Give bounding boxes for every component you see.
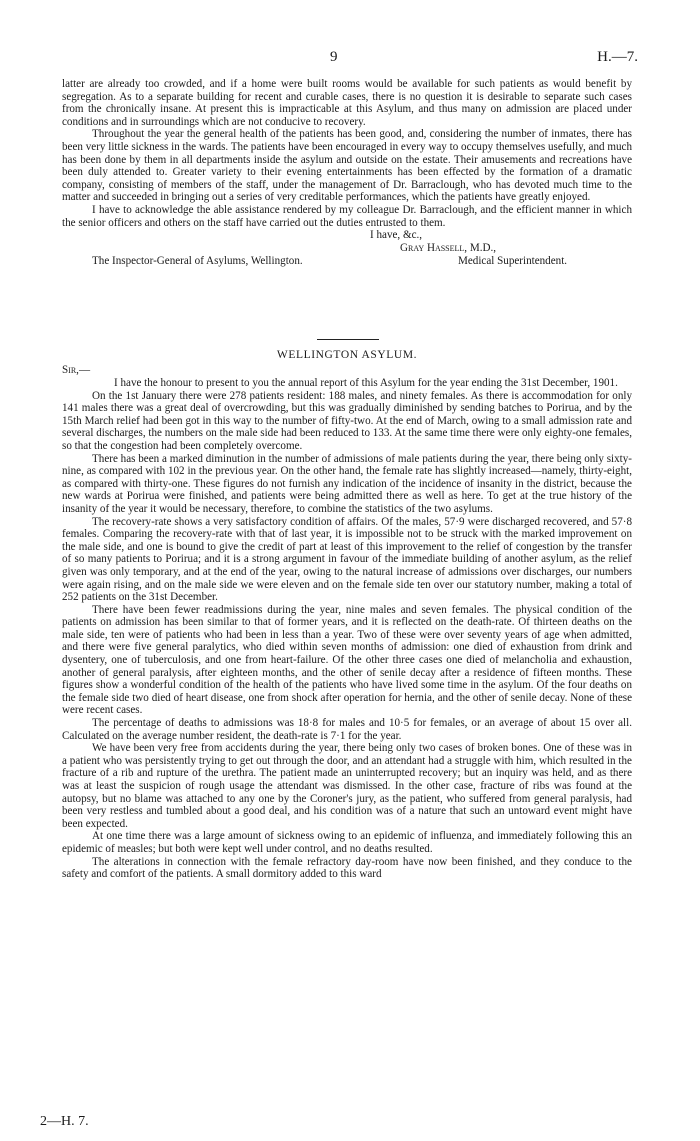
signature-mark: 2—H. 7. — [40, 1114, 89, 1129]
paragraph-general-health: Throughout the year the general health of the patients has been good, and, considering the number of inmates, there has been very little sickness in the wards. The patients have been encouraged in every way to occupy themselves usefully, and much has been done by them in all departments inside the asylum and outside on the estate. Their amusements and recreations have been duly attended to. Greater variety to their evening entertainments has been effected by the formation of a dramatic company, consisting of members of the staff, under the management of Dr. Barraclough, who has devoted much time to the matter and succeeded in bringing out a series of very creditable performances, which the patients have greatly enjoyed. — [62, 128, 632, 204]
addressee: The Inspector-General of Asylums, Wellington. — [92, 255, 303, 268]
report-body — [62, 377, 632, 881]
report-paragraph-1: I have the honour to present to you the annual report of this Asylum for the year ending the 31st December, 1901. — [114, 377, 618, 389]
report-paragraph-9: The alterations in connection with the female refractory day-room have now been finished, and they conduce to the safety and comfort of the patients. A small dormitory added to this ward — [62, 855, 632, 881]
signatory-title: Medical Superintendent. — [458, 255, 568, 268]
report-paragraph-3: There has been a marked diminution in the number of admissions of male patients during the year, there being only sixty-nine, as compared with 102 in the previous year. On the other hand, the female rate has slightly increased—namely, thirty-eight, as compared with thirty-one. These figures do not furnish any indication of the incidence of insanity in the district, because the new wards at Porirua were finished, and patients were being admitted there as well as here. To get at the true history of the insanity of the year it would be necessary, therefore, to combine the statistics of the two asylums. — [62, 452, 632, 515]
closing-line — [62, 229, 632, 242]
addressee-line — [62, 254, 632, 268]
report-paragraph-8: At one time there was a large amount of sickness owing to an epidemic of influenza, and immediately following this an epidemic of measles; but both were kept well under control, and no deaths resulted. — [62, 830, 632, 855]
report-title: WELLINGTON ASYLUM. — [276, 349, 418, 361]
paragraph-acknowledgement: I have to acknowledge the able assistance rendered by my colleague Dr. Barraclough, and the efficient manner in which the senior officers and others on the staff have carried out the duties entrusted to them. — [62, 203, 632, 229]
signatory-line — [62, 242, 632, 255]
document-reference: H.—7. — [597, 49, 638, 65]
closing-text: I have, &c., — [370, 229, 423, 242]
report-paragraph-6: The percentage of deaths to admissions was 18·8 for males and 10·5 for females, or an average of about 15 over all. Calculated on the average number resident, the death-rate is 7·1 for the year. — [62, 717, 632, 742]
continued-paragraph: latter are already too crowded, and if a home were built rooms would be available for such patients as would benefit by segregation. As to a separate building for recent and curable cases, there is no question it is desirable to separate such cases from the chronically insane. At present this is impracticable at this Asylum, and thus many on admission are placed under conditions and in surroundings which are not conducive to recovery. — [62, 78, 632, 128]
report-paragraph-5: There have been fewer readmissions during the year, nine males and seven females. The physical condition of the patients on admission has been similar to that of former years, and it is reflected on the death-rate. Of thirteen deaths on the male side, ten were of patients who had been in less than a year. Two of these were over seventy years of age when admitted, and there were five general paralytics, who died within seven months of admission: one died of exhaustion from drink and dysentery, one of tuberculosis, and one from heart-failure. Of the other three cases one died of melancholia and exhaustion, another of general paralysis, after eighteen months, and the other of senile decay after a residence of fifteen months. These figures show a wonderful condition of the health of the patients who have lived some time in the asylum. Of the four deaths on the female side two died of heart disease, one from shock after operation for hernia, and the other of senile decay. None of these were recent cases. — [62, 603, 632, 717]
report-paragraph-7: We have been very free from accidents during the year, there being only two cases of broken bones. One of these was in a patient who was persistently trying to get out through the door, and an attendant had a struggle with him, which resulted in the fracture of a rib and rupture of the urethra. The patient made an uninterrupted recovery; but an inquiry was held, and as there was at least the suspicion of rough usage the attendant was dismissed. In the other case, fracture of ribs was found at the autopsy, but no blame was attached to any one by the Coroner's jury, as the patient, who suffered from general paralysis, had been very restless and tumbled about a good deal, and his condition was of a nature that such an untoward event might have been expected. — [62, 742, 632, 830]
section-divider — [317, 339, 379, 340]
signatory-name: Gray Hassell, M.D., — [400, 241, 497, 254]
previous-report-conclusion — [62, 78, 632, 268]
page-header — [62, 49, 638, 69]
report-paragraph-4: The recovery-rate shows a very satisfactory condition of affairs. Of the males, 57·9 were discharged recovered, and 57·8 females. Comparing the recovery-rate with that of last year, it is impossible not to be struck with the marked improvement on the male side, and one is bound to give the credit of part at least of this improvement to the relief of congestion by the transfer of so many patients to Porirua; and it is a strong argument in favour of the immediate building of another asylum, as the relief given was only temporary, and at the end of the year, owing to the natural increase of admissions over discharges, our numbers were again rising, and on the male side we were eleven and on the female side ten over our statutory number, making a total of 252 patients on the 31st December. — [62, 515, 632, 604]
report-paragraph-2: On the 1st January there were 278 patients resident: 188 males, and ninety females. As there is accommodation for only 141 males there was a great deal of overcrowding, but this was gradually diminished by sending batches to Porirua, and by the 15th March relief had been got in this way to the number of fifty-two. At the end of March, owing to a small admission rate and several discharges, the numbers on the male side had been reduced to 133. At the same time there were only eighty-one females, so that the congestion had been completely overcome. — [62, 389, 632, 452]
page-number: 9 — [330, 49, 338, 65]
salutation: Sir,— — [62, 364, 91, 376]
